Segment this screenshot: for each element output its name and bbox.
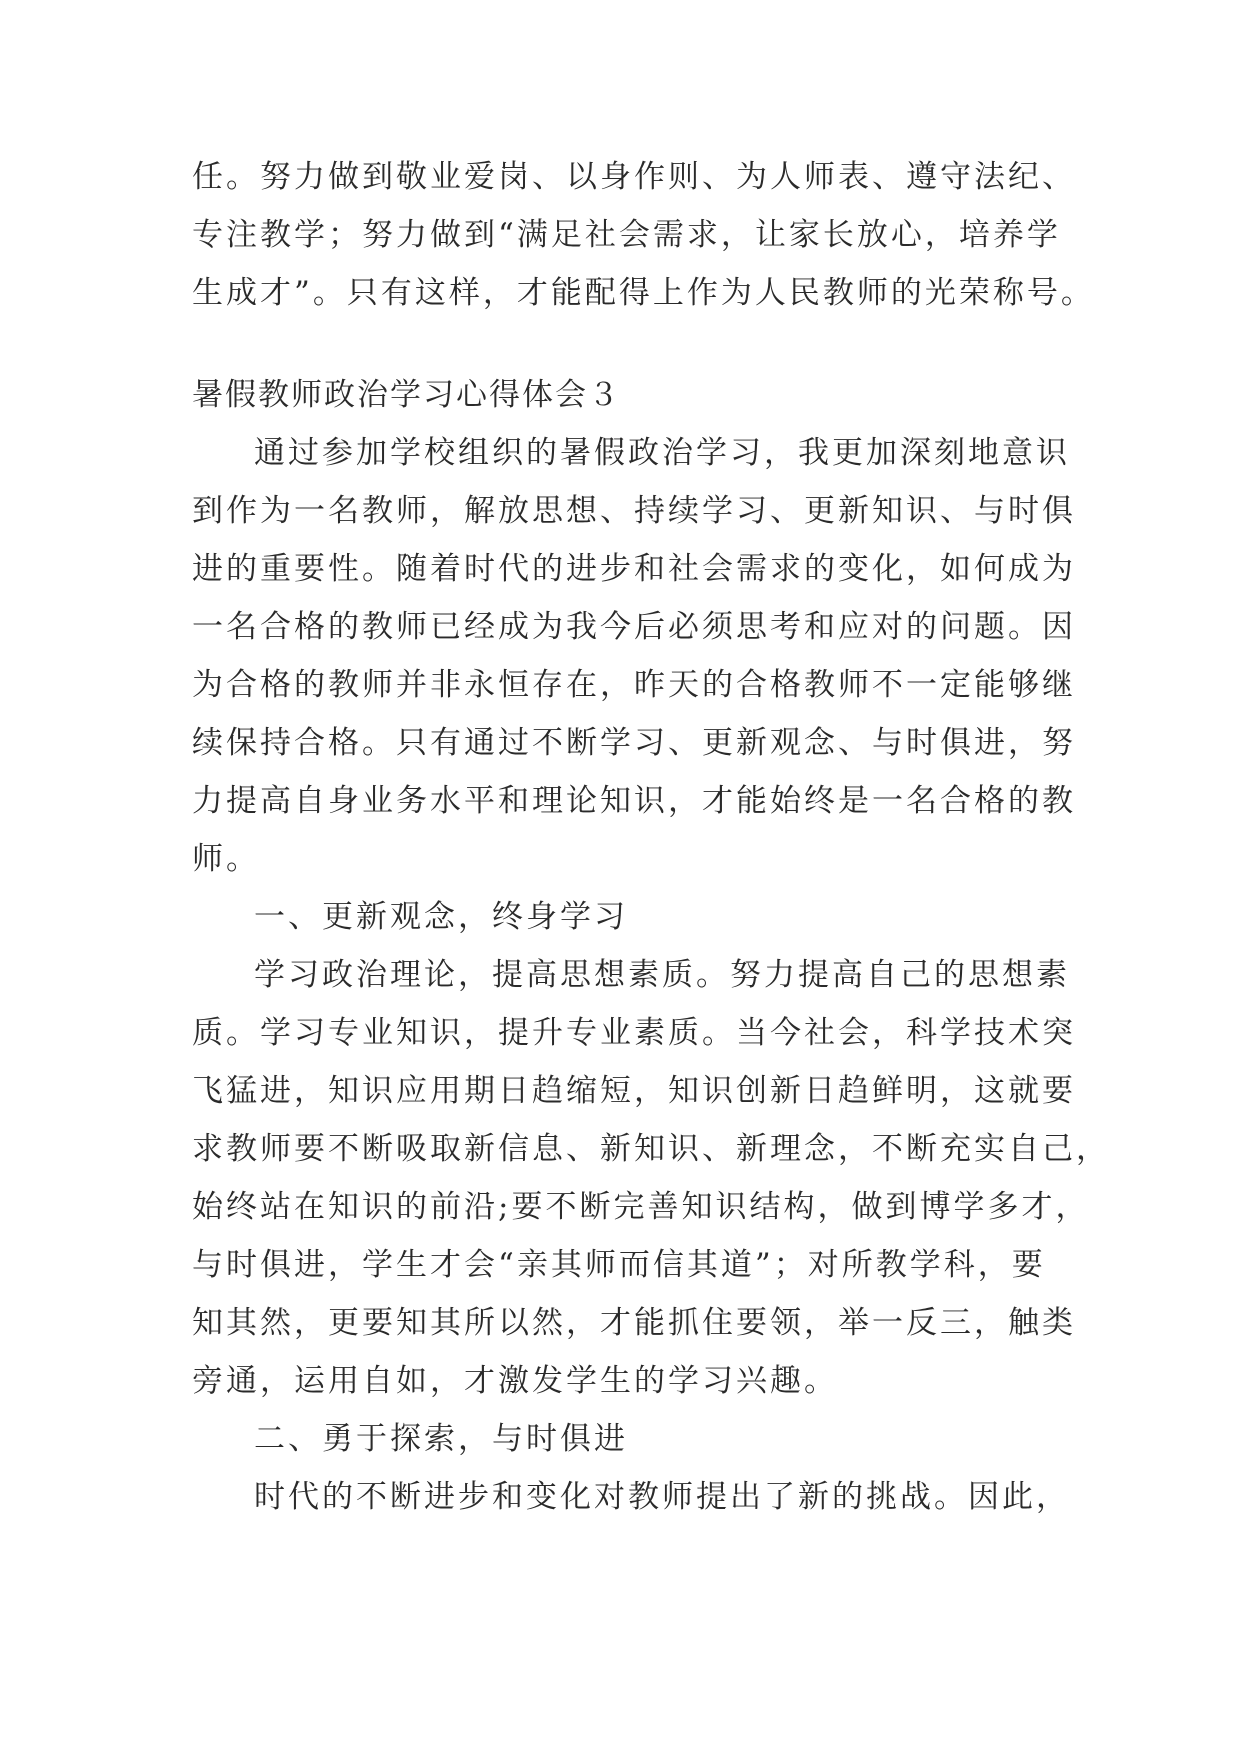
text-line: 旁通，运用自如，才激发学生的学习兴趣。 [192,1363,838,1399]
paragraph-update-concepts [192,946,1110,1410]
text-line: 到作为一名教师，解放思想、持续学习、更新知识、与时俱 [192,493,1076,529]
section-title: 暑假教师政治学习心得体会３ [192,377,621,413]
text-line: 飞猛进，知识应用期日趋缩短，知识创新日趋鲜明，这就要 [192,1073,1076,1109]
text-line: 时代的不断进步和变化对教师提出了新的挑战。因此， [254,1479,1070,1515]
subheading-explore: 二、勇于探索，与时俱进 [254,1421,628,1457]
text-line: 学习政治理论，提高思想素质。努力提高自己的思想素 [254,957,1070,993]
intro-paragraph [192,424,1076,888]
text-line: 为合格的教师并非永恒存在，昨天的合格教师不一定能够继 [192,667,1076,703]
text-line: 与时俱进，学生才会“亲其师而信其道”；对所教学科，要 [192,1247,1046,1283]
text-line: 力提高自身业务水平和理论知识，才能始终是一名合格的教 [192,783,1076,819]
text-line: 任。努力做到敬业爱岗、以身作则、为人师表、遵守法纪、 [192,159,1076,195]
text-line: 知其然，更要知其所以然，才能抓住要领，举一反三，触类 [192,1305,1076,1341]
paragraph-explore [192,1468,1072,1526]
text-line: 质。学习专业知识，提升专业素质。当今社会，科学技术突 [192,1015,1076,1051]
text-line: 通过参加学校组织的暑假政治学习，我更加深刻地意识 [254,435,1070,471]
text-line: 师。 [192,841,260,877]
carryover-paragraph [192,148,1095,322]
document-body [192,148,1110,1526]
text-line: 续保持合格。只有通过不断学习、更新观念、与时俱进，努 [192,725,1076,761]
subheading-update-concepts: 一、更新观念，终身学习 [254,899,628,935]
text-line: 始终站在知识的前沿;要不断完善知识结构，做到博学多才， [192,1189,1090,1225]
text-line: 一名合格的教师已经成为我今后必须思考和应对的问题。因 [192,609,1076,645]
text-line: 生成才”。只有这样，才能配得上作为人民教师的光荣称号。 [192,275,1095,311]
text-line: 进的重要性。随着时代的进步和社会需求的变化，如何成为 [192,551,1076,587]
text-line: 求教师要不断吸取新信息、新知识、新理念，不断充实自己， [192,1131,1110,1167]
text-line: 专注教学；努力做到“满足社会需求，让家长放心，培养学 [192,217,1061,253]
